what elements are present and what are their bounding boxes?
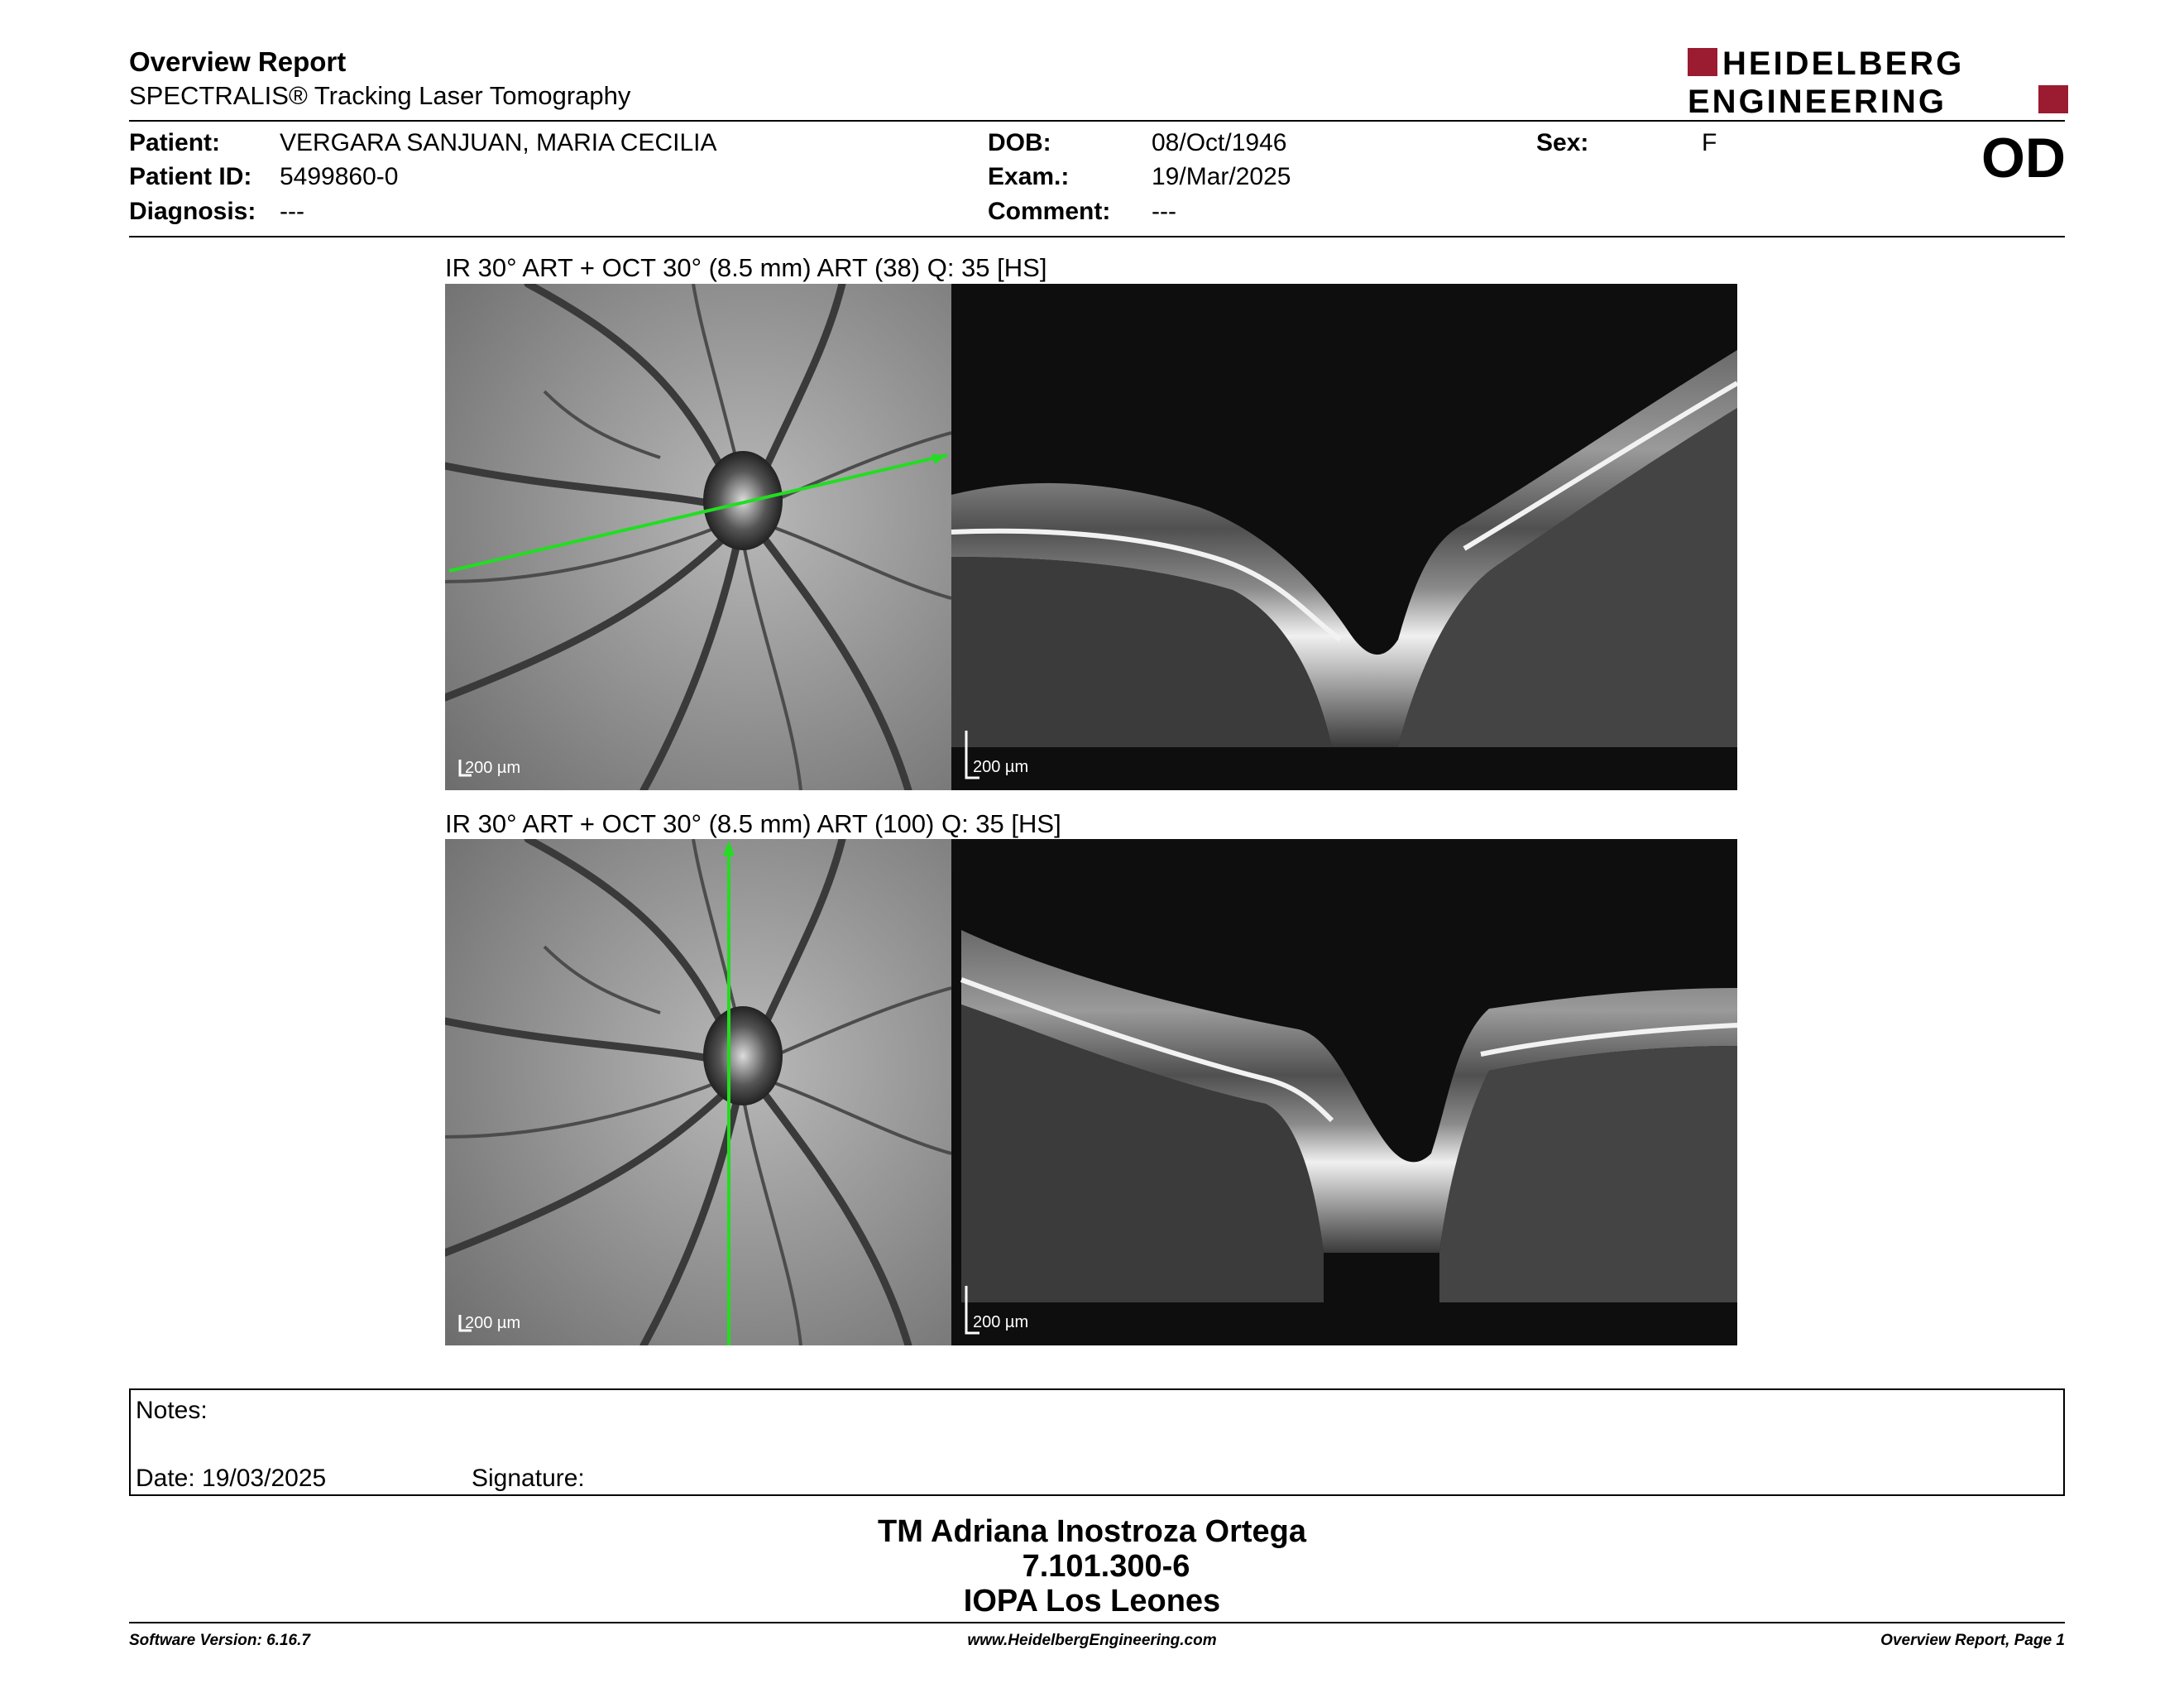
report-title: Overview Report [129, 46, 347, 77]
svg-text:200 µm: 200 µm [973, 1313, 1029, 1331]
notes-date: Date: 19/03/2025 [136, 1465, 327, 1492]
comment-value: --- [1152, 198, 1176, 225]
svg-text:200 µm: 200 µm [465, 1314, 521, 1332]
diagnosis-value: --- [280, 198, 304, 225]
ir-fundus-image-2 [445, 839, 951, 1345]
notes-box [129, 1388, 2065, 1496]
eye-laterality: OD [1981, 127, 2066, 189]
technician-id: 7.101.300-6 [1022, 1549, 1190, 1584]
patient-name: VERGARA SANJUAN, MARIA CECILIA [280, 129, 717, 156]
footer-rule [129, 1622, 2065, 1623]
dob-label: DOB: [988, 129, 1051, 156]
exam-label: Exam.: [988, 163, 1070, 190]
page-number: Overview Report, Page 1 [1880, 1632, 2065, 1649]
oct-bscan-image-2 [951, 839, 1737, 1345]
technician-name: TM Adriana Inostroza Ortega [878, 1514, 1306, 1549]
patient-id: 5499860-0 [280, 163, 399, 190]
sex-label: Sex: [1536, 129, 1589, 156]
clinic-name: IOPA Los Leones [963, 1584, 1221, 1618]
svg-text:200 µm: 200 µm [465, 759, 521, 777]
software-version: Software Version: 6.16.7 [129, 1632, 310, 1649]
website-link[interactable]: www.HeidelbergEngineering.com [967, 1632, 1217, 1649]
sex-value: F [1702, 129, 1717, 156]
patient-id-label: Patient ID: [129, 163, 252, 190]
ir-fundus-image-1 [445, 284, 951, 790]
exam-value: 19/Mar/2025 [1152, 163, 1291, 190]
report-subtitle: SPECTRALIS® Tracking Laser Tomography [129, 81, 631, 110]
scan-caption-2: IR 30° ART + OCT 30° (8.5 mm) ART (100) Q: 35 [HS] [445, 809, 1061, 838]
header-rule [129, 120, 2065, 122]
scan-caption-1: IR 30° ART + OCT 30° (8.5 mm) ART (38) Q: 35 [HS] [445, 253, 1047, 282]
heidelberg-logo [1688, 46, 2068, 117]
diagnosis-label: Diagnosis: [129, 198, 256, 225]
svg-text:200 µm: 200 µm [973, 758, 1029, 776]
svg-text:ENGINEERING: ENGINEERING [1688, 84, 1947, 117]
comment-label: Comment: [988, 198, 1111, 225]
notes-label: Notes: [136, 1397, 208, 1424]
oct-bscan-image-1 [951, 284, 1737, 790]
patient-rule [129, 236, 2065, 237]
patient-label: Patient: [129, 129, 221, 156]
svg-text:HEIDELBERG: HEIDELBERG [1722, 46, 1965, 82]
dob-value: 08/Oct/1946 [1152, 129, 1287, 156]
signature-label: Signature: [472, 1465, 585, 1492]
